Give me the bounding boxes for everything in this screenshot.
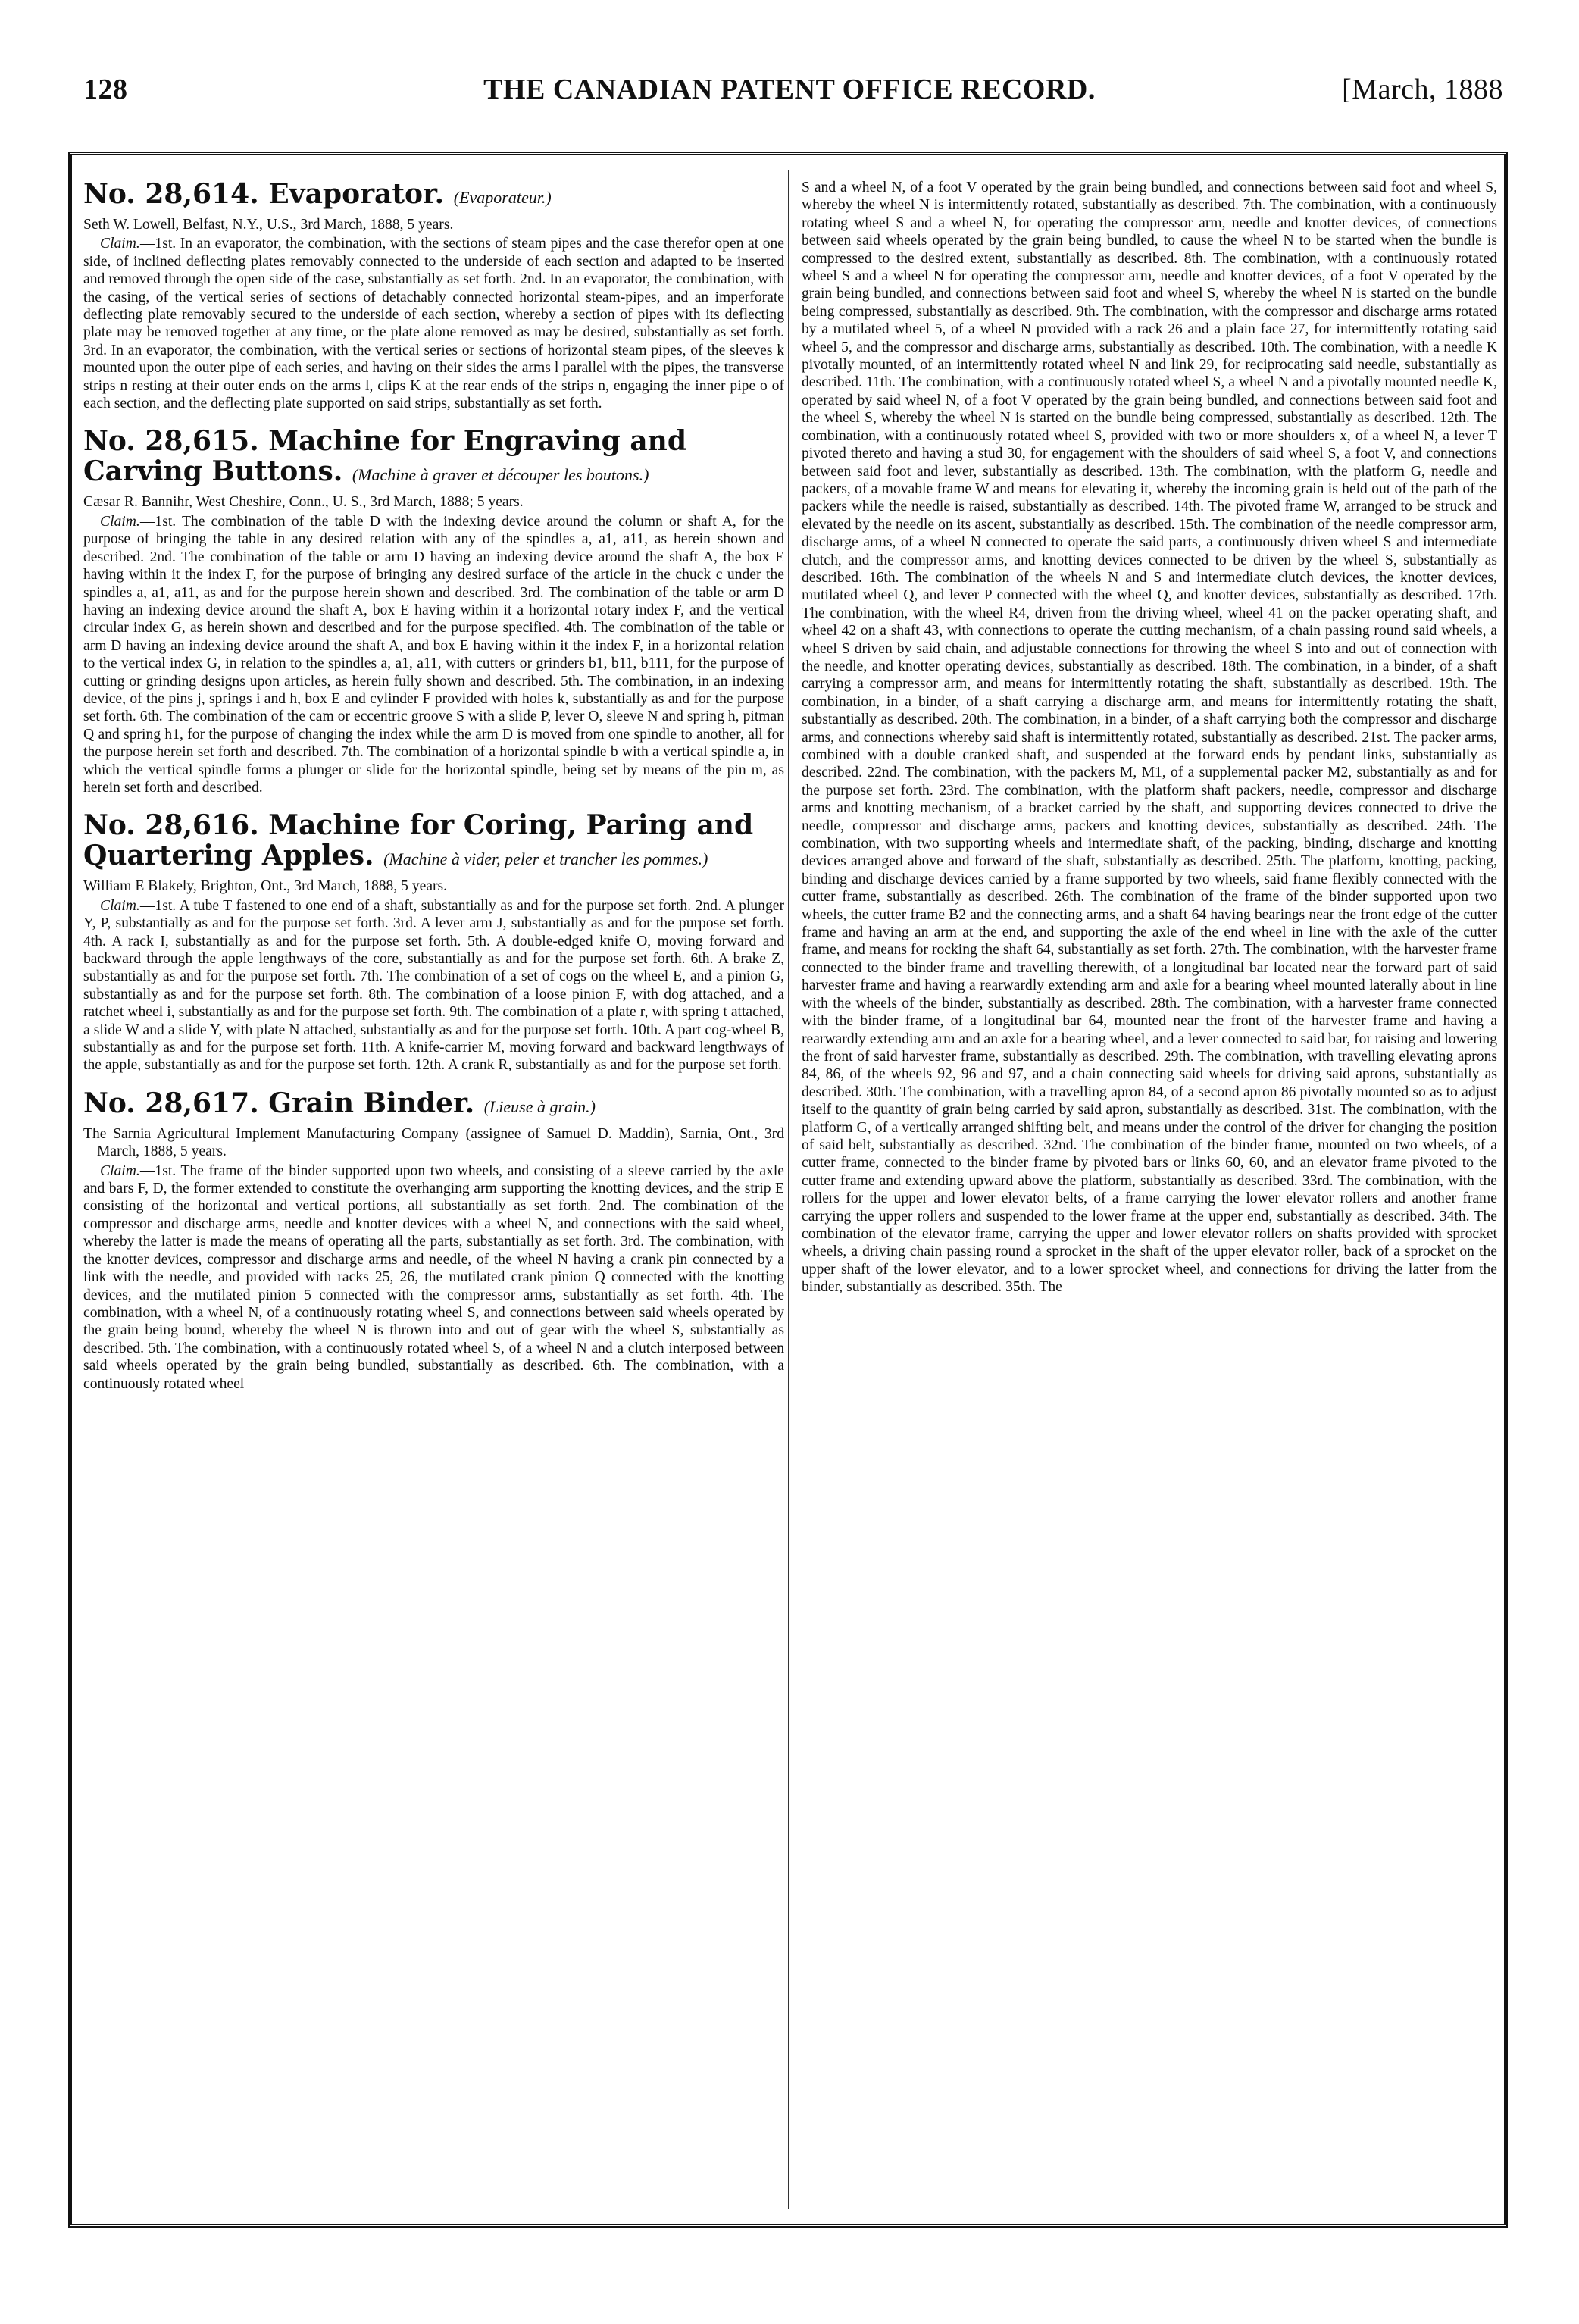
claims-text: —1st. The combination of the table D with the indexing device around the column or shaft A, for the purpose of bringing the table in any desired relation with any of the spindles a, a1, a11, as herein shown and described. 2nd. The combination of the table or arm D having an indexing device around the shaft A, the box E having within it the index F, for the purpose of bringing any desired surface of the article in the chuck c under the spindles a, a1, a11, as and for the purpose herein shown and described. 3rd. The combination of the table or arm D having an indexing device around the shaft A, box E having within it a horizontal rotary index F, and the vertical circular index G, as herein shown and described and for the purpose specified. 4th. The combination of the table or arm D having an indexing device around the shaft A, and box E having within it the index F, in a horizontal relation to the vertical index G, in relation to the spindles a, a1, a11, with cutters or grinders b1, b11, b111, for the purpose of cutting or grinding designs upon articles, as herein fully shown and described. 5th. The combination, in an indexing device, of the pins j, springs i and h, box E and cylinder F provided with holes k, substantially as and for the purpose set forth. 6th. The combination of the cam or eccentric groove S with a slide P, lever O, sleeve N and spring h, pitman Q and spring h1, for the purpose of changing the index while the arm D is moved from one spindle to another, all for the purpose herein set forth and described. 7th. The combination of a horizontal spindle b with a vertical spindle a, in which the vertical spindle forms a plunger or slide for the horizontal spindle, being set by means of the pin m, as herein set forth and described.	[83, 513, 784, 796]
patent-title-french: (Lieuse à grain.)	[483, 1096, 596, 1116]
patent-title: Machine for Engraving and Carving Buttons.	[83, 425, 686, 488]
patent-number: No. 28,616.	[83, 809, 259, 842]
patent-entry	[83, 179, 784, 412]
right-column	[802, 179, 1497, 2217]
patent-claims	[83, 897, 784, 1074]
patent-title-french: (Machine à vider, peler et trancher les pommes.)	[383, 849, 708, 869]
patent-title-french: (Evaporateur.)	[453, 188, 552, 207]
left-column	[83, 179, 784, 2217]
patent-applicant: Cæsar R. Bannihr, West Cheshire, Conn., U. S., 3rd March, 1888; 5 years.	[83, 494, 524, 511]
issue-date: [March, 1888	[1342, 74, 1503, 105]
patent-title: Evaporator.	[268, 179, 445, 210]
patent-heading	[83, 1088, 784, 1122]
claim-label: Claim.	[100, 513, 140, 530]
claim-label: Claim.	[100, 1162, 140, 1179]
patent-title: Grain Binder.	[268, 1087, 475, 1119]
claims-text: —1st. A tube T fastened to one end of a shaft, substantially as and for the purpose set forth. 2nd. A plunger Y, P, substantially as and for the purpose set forth. 3rd. A lever arm J, substantially as and for the purpose set forth. 4th. A rack I, substantially as and for the purpose set forth. 5th. A double-edged knife O, moving forward and backward through the apple lengthways of the core, substantially as and for the purpose set forth. 6th. A brake Z, substantially as and for the purpose set forth. 7th. The combination of a set of cogs on the wheel E, and a pinion G, substantially as and for the purpose set forth. 8th. The combination of a loose pinion F, with dog attached, and a ratchet wheel i, substantially as and for the purpose set forth. 9th. The combination of a plate r, with spring t attached, a slide W and a slide Y, with plate N attached, substantially as and for the purpose set forth. 10th. A part cog-wheel B, substantially as and for the purpose set forth. 11th. A knife-carrier M, moving forward and backward lengthways of the apple, substantially as and for the purpose set forth. 12th. A crank R, substantially as and for the purpose set forth.	[83, 897, 784, 1074]
patent-number: No. 28,617.	[83, 1087, 259, 1119]
patent-entry	[83, 810, 784, 1074]
claims-continuation: S and a wheel N, of a foot V operated by the grain being bundled, and connections between said foot and wheel S, whereby the wheel N is intermittently rotated, substantially as described. 7th. The combination, with a continuously rotating wheel S and a wheel N, for operating the compressor arm, needle and knotter devices, of connections between said wheels operated by the grain being bundled, to cause the wheel N to be started when the bundle is compressed to the desired extent, substantially as described. 8th. The combination, with a continuously rotated wheel S and a wheel N for operating the compressor arm, needle and knotter devices, of a foot V operated by the grain being bundled, and connections between said foot and wheel S, whereby the wheel N is started on the bundle being compressed, substantially as described. 9th. The combination, with the compressor and discharge arms rotated by a mutilated wheel 5, of a wheel N provided with a rack 26 and a plain face 27, for intermittently rotating said wheel 5, and the compressor and discharge arms, substantially as described. 10th. The combination, with a needle K pivotally mounted, of an intermittently rotated wheel N and link 29, for reciprocating said needle, substantially as described. 11th. The combination, with a continuously rotated wheel S, a wheel N and a pivotally mounted needle K, operated by said wheel N, of a foot V operated by the grain being bundled, and connections between said foot and the wheel S, whereby the wheel N is started on the bundle being compressed, substantially as described. 12th. The combination, with a continuously rotated wheel S, provided with two or more shoulders x, of a wheel N, a lever T pivoted thereto and having a stud 30, for engagement with the shoulders of said wheel S, a foot V, and connections between said foot and lever, substantially as described. 13th. The combination, with the platform G, needle and packers, of a movable frame W and means for elevating it, whereby the incoming grain is held out of the path of the packers while the needle is raised, substantially as described. 14th. The pivoted frame W, arranged to be struck and elevated by the needle on its ascent, substantially as described. 15th. The combination of the needle compressor arm, discharge arms, of a wheel N connected to operate the said parts, a continuously driven wheel S and intermediate clutch, and the compressor arms, and knotting devices connected to be driven by the wheel S, substantially as described. 16th. The combination of the wheels N and S and intermediate clutch devices, the knotter devices, mutilated wheel Q, and lever P connected with the wheel Q, and knotter devices, substantially as described. 17th. The combination, with the wheel R4, driven from the driving wheel, wheel 41 on the packer operating shaft, and wheel 42 on a shaft 43, with connections to operate the cutting mechanism, of a chain passing round said wheels, a wheel S driven by said chain, and adjustable connections for throwing the wheel S into and out of connection with the needle, and knotter operating devices, substantially as described. 18th. The combination, in a binder, of a shaft carrying a compressor arm, and means for intermittently rotating the shaft, substantially as described. 19th. The combination, in a binder, of a shaft carrying a discharge arm, and means for intermittently rotating the shaft, substantially as described. 20th. The combination, in a binder, of a shaft carrying both the compressor and discharge arms, and connections whereby said shaft is intermittently rotated, substantially as described. 21st. The packer arms, combined with a double cranked shaft, and suspended at the forward ends by pendant links, substantially as described. 22nd. The combination, with the packers M, M1, of a supplemental packer M2, substantially as and for the purpose set forth. 23rd. The combination, with the platform shaft packers, needle, compressor and discharge arms and knotting mechanism, of a bracket carried by the shaft, and supporting devices connected to drive the needle, compressor and discharge arms, packers and knotting devices, substantially as described. 24th. The combination, with two supporting wheels and intermediate shaft, of the packing, binding, discharge and knotting devices arranged above and forward of the shaft, substantially as described. 25th. The platform, knotting, packing, binding and discharge devices carried by a frame supported by two wheels, said frame flexibly connected with the cutter frame, substantially as described. 26th. The combination of the frame of the binder supported upon two wheels, the cutter frame B2 and the connecting arms, and a shaft 64 having bearings near the front edge of the cutter frame and having an arm at the end, and supporting the axle of the end wheel in line with the axle of the cutter frame, and means for rocking the shaft 64, substantially as set forth. 27th. The combination, with the harvester frame connected to the binder frame and travelling therewith, of a longitudinal bar located near the forward part of said harvester frame and having a rearwardly extending arm and axle for a bearing wheel mounted laterally about in line with the wheels of the binder, substantially as described. 28th. The combination, with a harvester frame connected with the binder frame, of a longitudinal bar 64, mounted near the front of the harvester frame and having a rearwardly extending arm and an axle for a bearing wheel, and a lever connected to said bar, for raising and lowering the front of said harvester frame, substantially as described. 29th. The combination, with travelling elevating aprons 84, 86, of the wheels 92, 96 and 97, and a chain connecting said wheels for driving said aprons, substantially as described. 30th. The combination, with a travelling apron 84, of a second apron 86 pivotally mounted so as to adjust itself to the quantity of grain being carried by said apron, substantially as described. 31st. The combination, with the platform G, of a vertically arranged shifting belt, and means under the control of the driver for changing the position of said belt, substantially as described. 32nd. The combination of the binder frame, mounted on two wheels, of a cutter frame, connected to the binder frame by pivoted bars or links 60, 60, and an elevator frame pivoted to the cutter frame and extending upward above the platform, substantially as described. 33rd. The combination, with the rollers for the upper and lower elevator belts, of a frame carrying the lower elevator rollers and another frame carrying the upper rollers and suspended to the lower frame at the upper end, substantially as described. 34th. The combination of the elevator frame, carrying the upper and lower elevator rollers on shafts provided with sprocket wheels, a driving chain passing round a sprocket in the shaft of the upper elevator roller, back of a sprocket on the upper shaft of the lower elevator, and to a lower sprocket wheel, and connections for driving the latter from the binder, substantially as described. 35th. The	[802, 180, 1497, 1296]
patent-entry	[83, 1088, 784, 1393]
patent-claims	[83, 1162, 784, 1393]
patent-heading	[83, 426, 784, 490]
patent-heading	[83, 810, 784, 874]
claim-label: Claim.	[100, 897, 140, 914]
claim-label: Claim.	[100, 236, 140, 252]
patent-heading	[83, 179, 784, 213]
patent-number: No. 28,614.	[83, 179, 259, 210]
patent-applicant: Seth W. Lowell, Belfast, N.Y., U.S., 3rd March, 1888, 5 years.	[83, 217, 454, 233]
patent-applicant: William E Blakely, Brighton, Ont., 3rd March, 1888, 5 years.	[83, 878, 448, 895]
patent-claims	[83, 235, 784, 412]
patent-claims	[83, 513, 784, 797]
journal-title: THE CANADIAN PATENT OFFICE RECORD.	[483, 74, 1096, 105]
patent-title: Machine for Coring, Paring and Quartering Apples.	[83, 809, 754, 872]
patent-applicant: The Sarnia Agricultural Implement Manufacturing Company (assignee of Samuel D. Maddin), Sarnia, Ont., 3rd March, 1888, 5 years.	[83, 1125, 784, 1160]
page-number: 128	[83, 74, 128, 105]
claims-text: —1st. The frame of the binder supported upon two wheels, and consisting of a sleeve carried by the axle and bars F, D, the former extended to constitute the overhanging arm supporting the knotting devices, and the strip E consisting of the horizontal and vertical portions, all substantially as set forth. 2nd. The combination of the compressor and discharge arms, needle and knotter devices with a wheel N, and connections with the said wheel, whereby the latter is made the means of operating all the parts, substantially as set forth. 3rd. The combination, with the knotter devices, compressor and discharge arms and needle, of the wheel N having a crank pin connected by a link with the needle, and provided with racks 25, 26, the mutilated crank pinion Q connected with the knotting devices, and the mutilated pinion 5 connected with the compressor arms, substantially as set forth. 4th. The combination, with a wheel N, of a continuously rotating wheel S, and connections between said wheels operated by the grain being bound, whereby the wheel N is thrown into and out of gear with the wheel S, substantially as described. 5th. The combination, with a continuously rotated wheel S, of a wheel N and a clutch interposed between said wheels operated by the grain being bundled, substantially as described. 6th. The combination, with a continuously rotated wheel	[83, 1162, 784, 1392]
patent-number: No. 28,615.	[83, 425, 259, 458]
patent-entry	[83, 426, 784, 796]
patent-title-french: (Machine à graver et découper les boutons.)	[352, 465, 649, 485]
claims-text: —1st. In an evaporator, the combination, with the sections of steam pipes and the case therefor open at one side, of inclined deflecting plates removably connected to the underside of each section and adapted to be inserted and removed through the open side of the case, substantially as set forth. 2nd. In an evaporator, the combination, with the casing, of the vertical series of sections of detachably connected horizontal steam-pipes, and an imperforate deflecting plate removably secured to the underside of each section, whereby a section of pipes with its deflecting plate may be removed together at any time, or the plate alone removed as may be desired, substantially as set forth. 3rd. In an evaporator, the combination, with the vertical series or sections of horizontal steam pipes, of the sleeves k mounted upon the outer pipe of each series, and having on their sides the arms l parallel with the pipes, the transverse strips n resting at their outer ends on the arms l, clips K at the rear ends of the strips n, engaging the inner pipe o of each section, and the deflecting plate supported on said strips, substantially as set forth.	[83, 236, 784, 412]
page-header	[0, 73, 1579, 118]
